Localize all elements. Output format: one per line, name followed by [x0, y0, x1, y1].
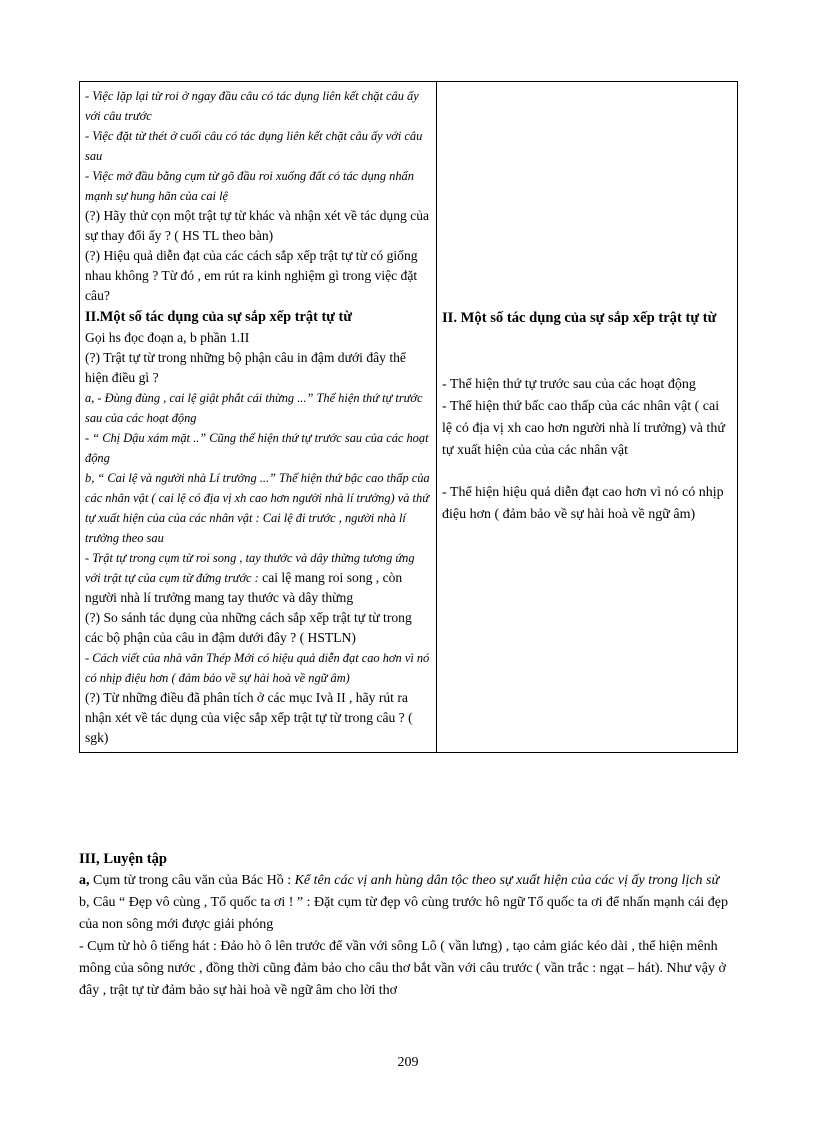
section-heading: II.Một số tác dụng của sự sắp xếp trật tự từ: [85, 309, 352, 325]
practice-item-b: b, Câu “ Đẹp vô cùng , Tổ quốc ta ơi ! ” : Đặt cụm từ đẹp vô cùng trước hô ngữ Tổ quốc ta ơi để nhấn mạnh cái đẹp của non sông mới được giải phóng: [79, 895, 729, 932]
left-line: - “ Chị Dậu xám mặt ..” Cũng thể hiện thứ tự trước sau của các hoạt động: [85, 431, 429, 465]
left-line: [85, 548, 431, 608]
left-line: - Cách viết của nhà văn Thép Mới có hiệu quả diễn đạt cao hơn vì nó có nhịp điệu hơn ( đảm bảo về sự hài hoà về ngữ âm): [85, 651, 430, 685]
right-point: - Thể hiện thứ bấc cao thấp của các nhân vật ( cai lệ có địa vị xh cao hơn người nhà lí trưởng) và thứ tự xuất hiện của của các nhân vật: [442, 399, 725, 458]
left-line: (?) So sánh tác dụng của những cách sắp xếp trật tự từ trong các bộ phận của câu in đậm dưới đây ? ( HSTLN): [85, 610, 412, 645]
left-line-italic: - Trật tự trong cụm từ roi song , tay thước và dây thừng tương ứng với trật tự của cụm từ đứng trước :: [85, 551, 415, 585]
left-line: (?) Từ những điều đã phân tích ở các mục Ivà II , hãy rút ra nhận xét về tác dụng của việc sắp xếp trật tự từ trong câu ? ( sgk): [85, 690, 413, 745]
lesson-table: [79, 81, 738, 753]
right-point: - Thể hiện thứ tự trước sau của các hoạt động: [442, 377, 696, 392]
content-column: [437, 82, 738, 753]
left-line: b, “ Cai lệ và người nhà Lí trưởng ...” Thể hiện thứ bậc cao thấp của các nhân vật ( cai lệ có địa vị xh cao hơn người nhà lí trưởng) và thứ tự xuất hiện của của các nhân vật : Cai lệ đi trước , người nhà lí trưởng theo sau: [85, 471, 430, 545]
left-line: Gọi hs đọc đoạn a, b phần 1.II: [85, 330, 250, 345]
practice-item-c: - Cụm từ hò ô tiếng hát : Đảo hò ô lên trước để vần với sông Lô ( vần lưng) , tạo cảm giác kéo dài , thể hiện mênh mông của sông nước , đồng thời cũng đảm bảo cho câu thơ bắt vần với câu trước ( vần trắc : ngạt – hát). Như vậy ở đây , trật tự từ đảm bảo sự hài hoà về ngữ âm cho lời thơ: [79, 939, 726, 998]
practice-item-a: [79, 870, 742, 892]
left-line-tail: cai lệ mang roi song , còn người nhà lí trưởng mang tay thước và dây thừng: [85, 570, 403, 605]
page-number: 209: [397, 1055, 419, 1070]
practice-title: III, Luyện tập: [79, 851, 167, 867]
left-line: - Việc đặt từ thét ở cuối câu có tác dụng liên kết chặt câu ấy với câu sau: [85, 129, 423, 163]
teacher-activity-column: [80, 82, 437, 753]
item-quote: Kể tên các vị anh hùng dân tộc theo sự xuất hiện của các vị ấy trong lịch sử: [294, 873, 720, 888]
right-heading: II. Một số tác dụng của sự sắp xếp trật tự từ: [442, 310, 717, 326]
item-label: a,: [79, 873, 90, 888]
left-line: (?) Trật tự từ trong những bộ phận câu in đậm dưới đây thể hiện điều gì ?: [85, 350, 406, 385]
left-line: - Việc lặp lại từ roi ở ngay đầu câu có tác dụng liên kết chặt câu ấy với câu trước: [85, 89, 419, 123]
practice-section: [79, 848, 742, 1002]
left-line: (?) Hãy thử cọn một trật tự từ khác và nhận xét về tác dụng của sự thay đổi ấy ? ( HS TL theo bàn): [85, 208, 430, 243]
item-lead: Cụm từ trong câu văn của Bác Hồ :: [89, 873, 295, 888]
right-point: - Thể hiện hiệu quả diễn đạt cao hơn vì nó có nhịp điệu hơn ( đảm bảo về sự hài hoà về ngữ âm): [442, 485, 724, 522]
left-line: (?) Hiệu quả diễn đạt của các cách sắp xếp trật tự từ có giống nhau không ? Từ đó , em rút ra kinh nghiệm gì trong việc đặt câu?: [85, 248, 418, 303]
left-line: - Việc mở đầu bằng cụm từ gõ đầu roi xuống đất có tác dụng nhấn mạnh sự hung hãn của cai lệ: [85, 169, 414, 203]
left-line: a, - Đùng đùng , cai lệ giật phắt cái thừng ...” Thể hiện thứ tự trước sau của các hoạt động: [85, 391, 423, 425]
